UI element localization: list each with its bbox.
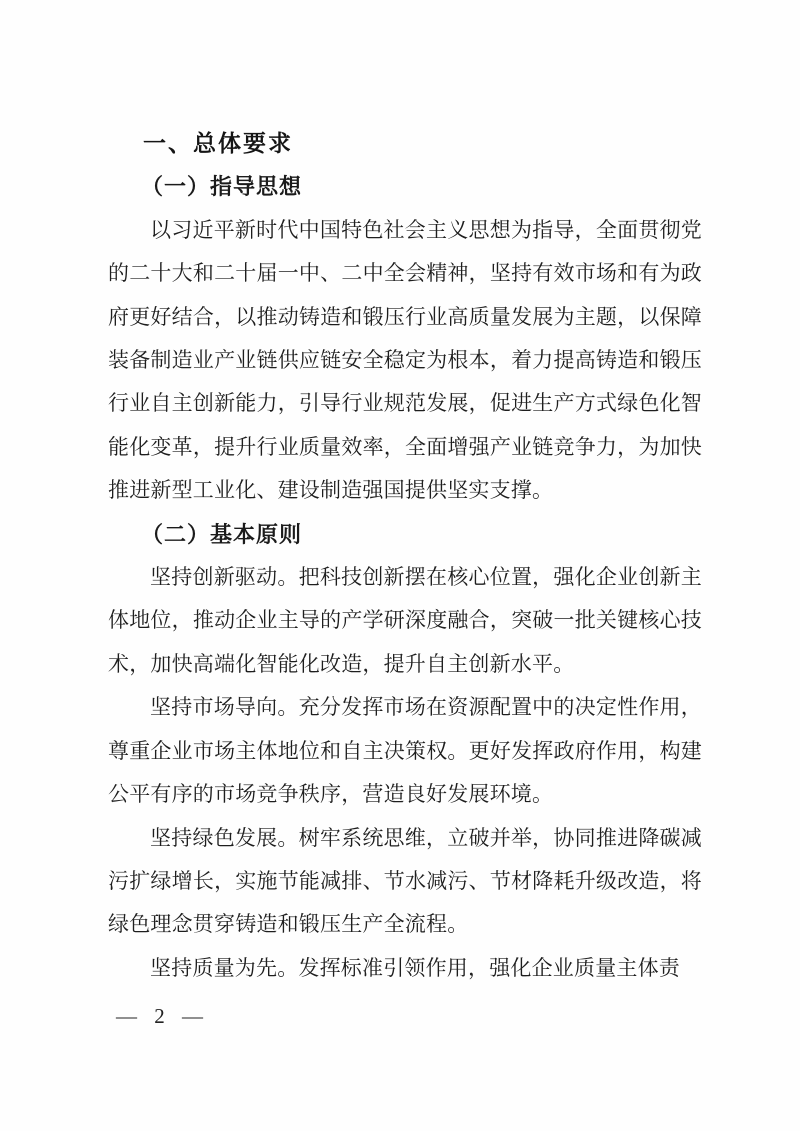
paragraph-quality-first: 坚持质量为先。发挥标准引领作用，强化企业质量主体责 [150,955,680,980]
paragraph-guiding-ideology: 以习近平新时代中国特色社会主义思想为指导，全面贯彻党的二十大和二十届一中、二中全会精神，坚持有效市场和有为政府更好结合，以推动铸造和锻压行业高质量发展为主题，以保障装备制造业产业链供应链安全稳定为根本，着力提高铸造和锻压行业自主创新能力，引导行业规范发展，促进生产方式绿色化智能化变革，提升行业质量效率，全面增强产业链竞争力，为加快推进新型工业化、建设制造强国提供坚实支撑。 [108,217,702,503]
page-number: — 2 — [116,1004,209,1028]
section-heading: 一、总体要求 [143,130,293,156]
subsection-heading-guiding-ideology: （一）指导思想 [141,174,303,200]
document-body [108,122,702,990]
paragraph-innovation-driven: 坚持创新驱动。把科技创新摆在核心位置，强化企业创新主体地位，推动企业主导的产学研深度融合，突破一批关键核心技术，加快高端化智能化改造，提升自主创新水平。 [108,565,702,676]
subsection-heading-basic-principles: （二）基本原则 [141,521,303,547]
paragraph-market-oriented: 坚持市场导向。充分发挥市场在资源配置中的决定性作用，尊重企业市场主体地位和自主决策权。更好发挥政府作用，构建公平有序的市场竞争秩序，营造良好发展环境。 [108,695,702,807]
paragraph-green-development: 坚持绿色发展。树牢系统思维，立破并举，协同推进降碳减污扩绿增长，实施节能减排、节水减污、节材降耗升级改造，将绿色理念贯穿铸造和锻压生产全流程。 [108,825,702,937]
